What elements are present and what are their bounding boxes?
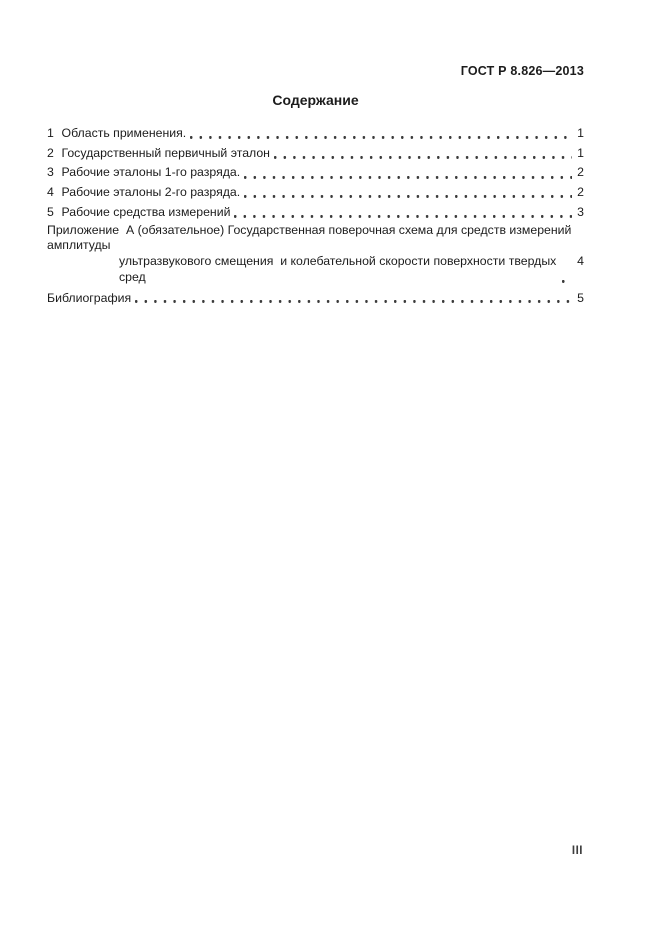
- toc-entry-page: 5: [577, 291, 584, 306]
- toc-entry-label: Рабочие эталоны 2-го разряда.: [61, 185, 241, 200]
- dot-leader: [135, 289, 572, 307]
- toc-entry-label: Область применения.: [61, 126, 187, 140]
- toc-appendix-entry: [47, 223, 584, 287]
- toc-entry-label: Рабочие средства измерений: [61, 204, 231, 219]
- dot-leader: [274, 144, 572, 164]
- toc-entry-page: 3: [577, 204, 584, 219]
- toc-entry-label: Библиография: [47, 291, 132, 306]
- toc-appendix-line2-text: ультразвукового смещения и колебательной скорости поверхности твердых сред: [119, 254, 560, 285]
- toc-entry-page: 2: [577, 185, 584, 200]
- dot-leader: [562, 254, 572, 286]
- doc-code: ГОСТ Р 8.826—2013: [460, 64, 584, 78]
- toc-entry: [47, 203, 584, 223]
- toc-entry-page: 1: [577, 145, 584, 160]
- toc-entry-page: 4: [577, 254, 584, 269]
- toc-entry-label: Государственный первичный эталон: [61, 145, 270, 160]
- toc-entry: [47, 163, 584, 183]
- dot-leader: [190, 124, 572, 144]
- toc-appendix-line1: Приложение А (обязательное) Государственная поверочная схема для средств измерений амплитуды: [47, 222, 575, 253]
- dot-leader: [244, 183, 572, 203]
- table-of-contents: [47, 124, 584, 307]
- dot-leader: [244, 163, 572, 183]
- toc-entry: [47, 144, 584, 164]
- dot-leader: [234, 203, 572, 223]
- toc-entry-number: 4: [47, 185, 54, 200]
- toc-bibliography-entry: [47, 289, 584, 307]
- toc-entry: [47, 183, 584, 203]
- toc-entry-number: 2: [47, 145, 54, 160]
- toc-entry-number: 3: [47, 165, 54, 180]
- toc-title: Содержание: [272, 92, 359, 108]
- toc-entry-label: Рабочие эталоны 1-го разряда.: [61, 165, 241, 180]
- toc-entry-number: 5: [47, 204, 54, 219]
- toc-entry: [47, 124, 584, 144]
- toc-appendix-line2: [47, 254, 584, 286]
- toc-entry-number: 1: [47, 126, 54, 140]
- page-number: III: [571, 845, 583, 857]
- toc-entry-page: 2: [577, 165, 584, 180]
- toc-entry-page: 1: [577, 126, 584, 140]
